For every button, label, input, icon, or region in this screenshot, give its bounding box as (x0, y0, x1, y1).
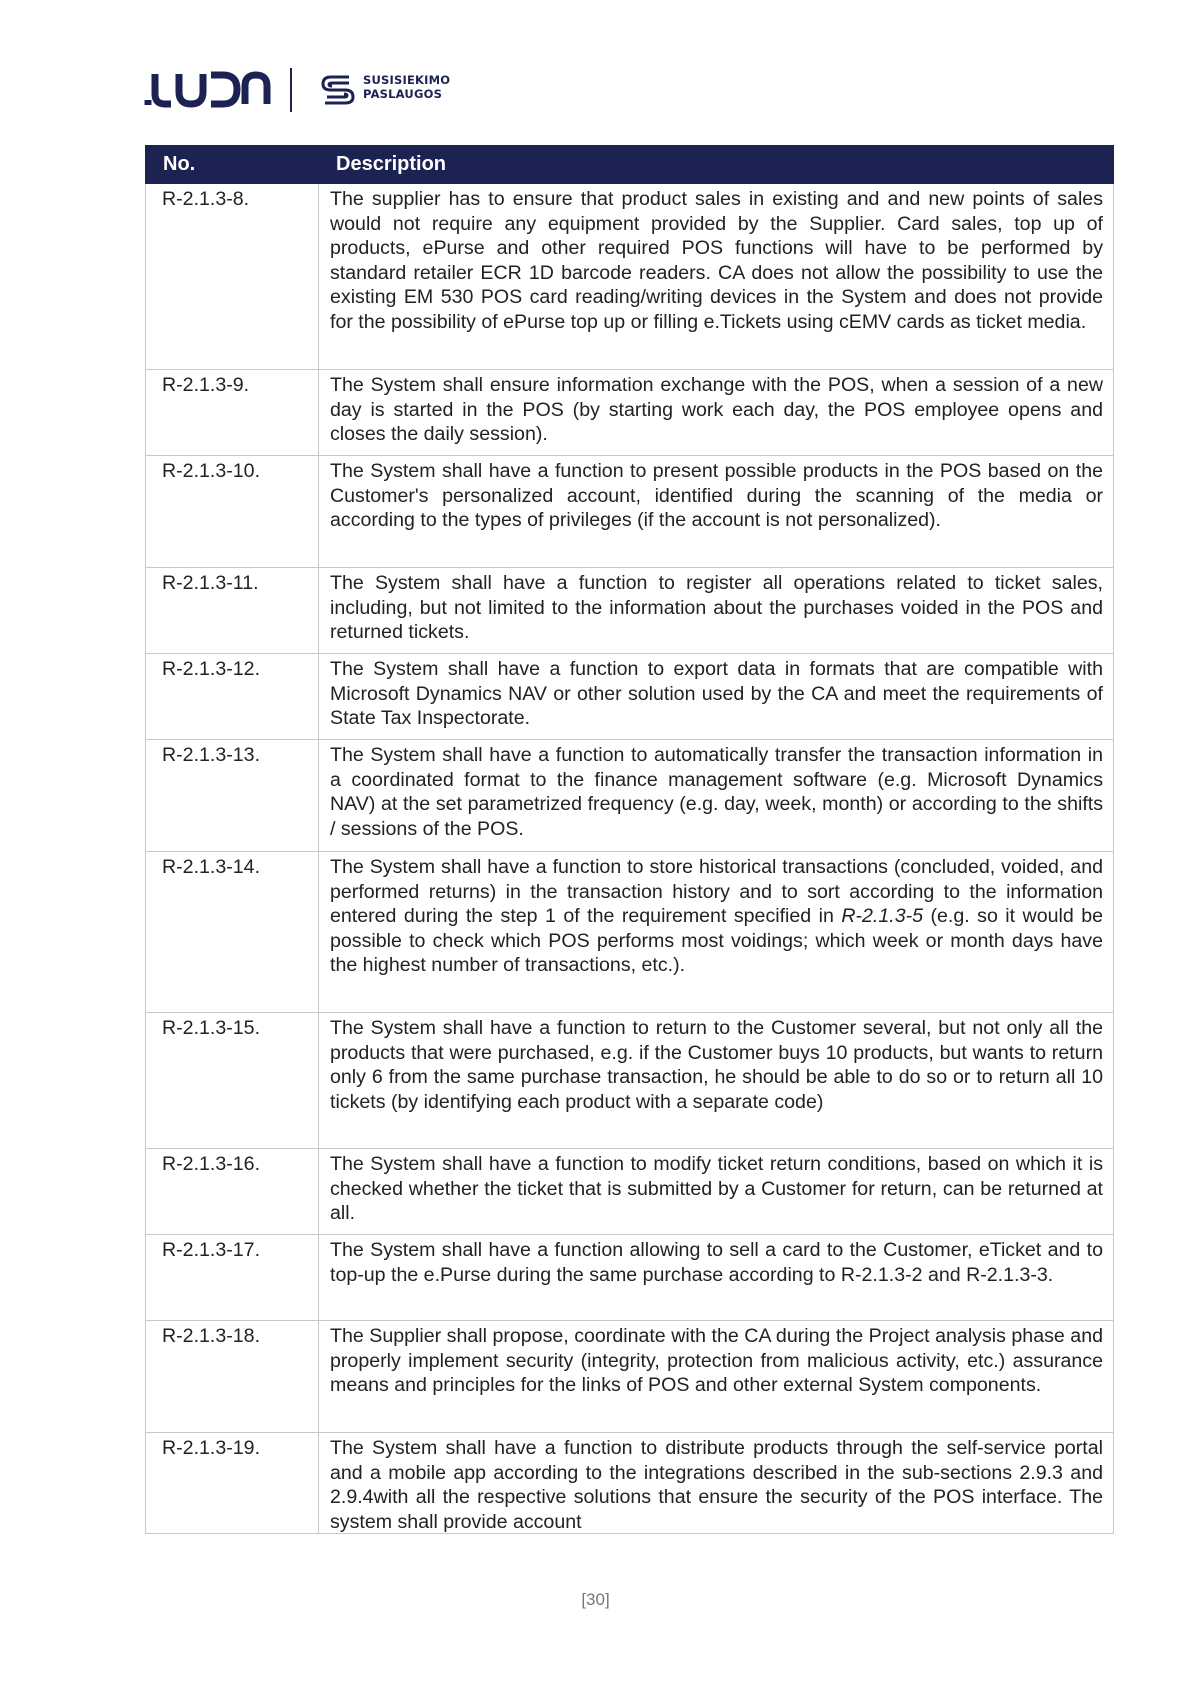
table-row (146, 1235, 1114, 1321)
table-row (146, 1013, 1114, 1149)
judu-logo-icon (143, 70, 273, 110)
requirement-description: The System shall have a function allowing to sell a card to the Customer, eTicket and to top-up the e.Purse during the same purchase according to R-2.1.3-2 and R-2.1.3-3. (319, 1235, 1114, 1321)
table-row (146, 1321, 1114, 1433)
table-row (146, 568, 1114, 654)
requirement-number: R-2.1.3-12. (146, 654, 319, 740)
susisiekimo-emblem-icon (319, 73, 357, 107)
requirement-number: R-2.1.3-8. (146, 184, 319, 370)
requirement-description (319, 852, 1114, 1013)
page-number: [30] (581, 1590, 610, 1609)
requirement-description: The System shall have a function to automatically transfer the transaction information in a coordinated format to the finance management software (e.g. Microsoft Dynamics NAV) at the set parametrized frequency (e.g. day, week, month) or according to the shifts / sessions of the POS. (319, 740, 1114, 852)
table-row (146, 654, 1114, 740)
requirement-number: R-2.1.3-9. (146, 370, 319, 456)
description-text: The System shall have a function to store historical transactions (concluded, voided, and performed returns) in the transaction history and to sort according to the information entered during the step 1 of the requirement specified in (330, 856, 1103, 927)
table-row (146, 740, 1114, 852)
requirement-number: R-2.1.3-16. (146, 1149, 319, 1235)
requirement-description: The System shall have a function to return to the Customer several, but not only all the products that were purchased, e.g. if the Customer buys 10 products, but wants to return only 6 from the same purchase transaction, he should be able to do so or to return all 10 tickets (by identifying each product with a separate code) (319, 1013, 1114, 1149)
requirement-number: R-2.1.3-14. (146, 852, 319, 1013)
table-header-row (146, 146, 1114, 184)
requirement-number: R-2.1.3-13. (146, 740, 319, 852)
table-row (146, 852, 1114, 1013)
logo-divider (290, 68, 292, 112)
column-header-no: No. (146, 146, 319, 184)
requirement-number: R-2.1.3-10. (146, 456, 319, 568)
description-clip: The System shall have a function to distribute products through the self-service portal and a mobile app according to the integrations described in the sub-sections 2.9.3 and 2.9.4with all the respective solutions that ensure the security of the POS interface. The system shall provide account (330, 1437, 1103, 1533)
requirement-description: The System shall have a function to export data in formats that are compatible with Microsoft Dynamics NAV or other solution used by the CA and meet the requirements of State Tax Inspectorate. (319, 654, 1114, 740)
requirement-description: The System shall ensure information exchange with the POS, when a session of a new day is started in the POS (by starting work each day, the POS employee opens and closes the daily session). (319, 370, 1114, 456)
requirement-description (319, 1433, 1114, 1534)
requirement-number: R-2.1.3-17. (146, 1235, 319, 1321)
requirement-number: R-2.1.3-18. (146, 1321, 319, 1433)
requirement-description: The Supplier shall propose, coordinate with the CA during the Project analysis phase and properly implement security (integrity, protection from malicious activity, etc.) assurance means and principles for the links of POS and other external System components. (319, 1321, 1114, 1433)
requirement-description: The System shall have a function to register all operations related to ticket sales, including, but not limited to the information about the purchases voided in the POS and returned tickets. (319, 568, 1114, 654)
column-header-description: Description (319, 146, 1114, 184)
requirement-description: The supplier has to ensure that product sales in existing and and new points of sales would not require any equipment provided by the Supplier. Card sales, top up of products, ePurse and other required POS functions will have to be performed by standard retailer ECR 1D barcode readers. CA does not allow the possibility to use the existing EM 530 POS card reading/writing devices in the System and does not provide for the possibility of ePurse top up or filling e.Tickets using cEMV cards as ticket media. (319, 184, 1114, 370)
logo-text-line1: SUSISIEKIMO (363, 73, 451, 87)
table-row (146, 370, 1114, 456)
requirement-number: R-2.1.3-19. (146, 1433, 319, 1534)
requirement-description: The System shall have a function to present possible products in the POS based on the Customer's personalized account, identified during the scanning of the media or according to the types of privileges (if the account is not personalized). (319, 456, 1114, 568)
logo-text-line2: PASLAUGOS (363, 86, 443, 101)
table-row (146, 1149, 1114, 1235)
susisiekimo-paslaugos-logo-text (363, 74, 450, 101)
requirements-table (145, 145, 1114, 1534)
requirement-number: R-2.1.3-15. (146, 1013, 319, 1149)
description-text: (e.g. so it would be possible to check which POS performs most voidings; which week or month days have the highest number of transactions, etc.). (330, 905, 1104, 976)
requirement-description: The System shall have a function to modify ticket return conditions, based on which it is checked whether the ticket that is submitted by a Customer for return, can be returned at all. (319, 1149, 1114, 1235)
requirement-number: R-2.1.3-11. (146, 568, 319, 654)
table-row (146, 456, 1114, 568)
table-row (146, 184, 1114, 370)
table-row (146, 1433, 1114, 1534)
requirement-reference: R-2.1.3-5 (841, 905, 924, 927)
